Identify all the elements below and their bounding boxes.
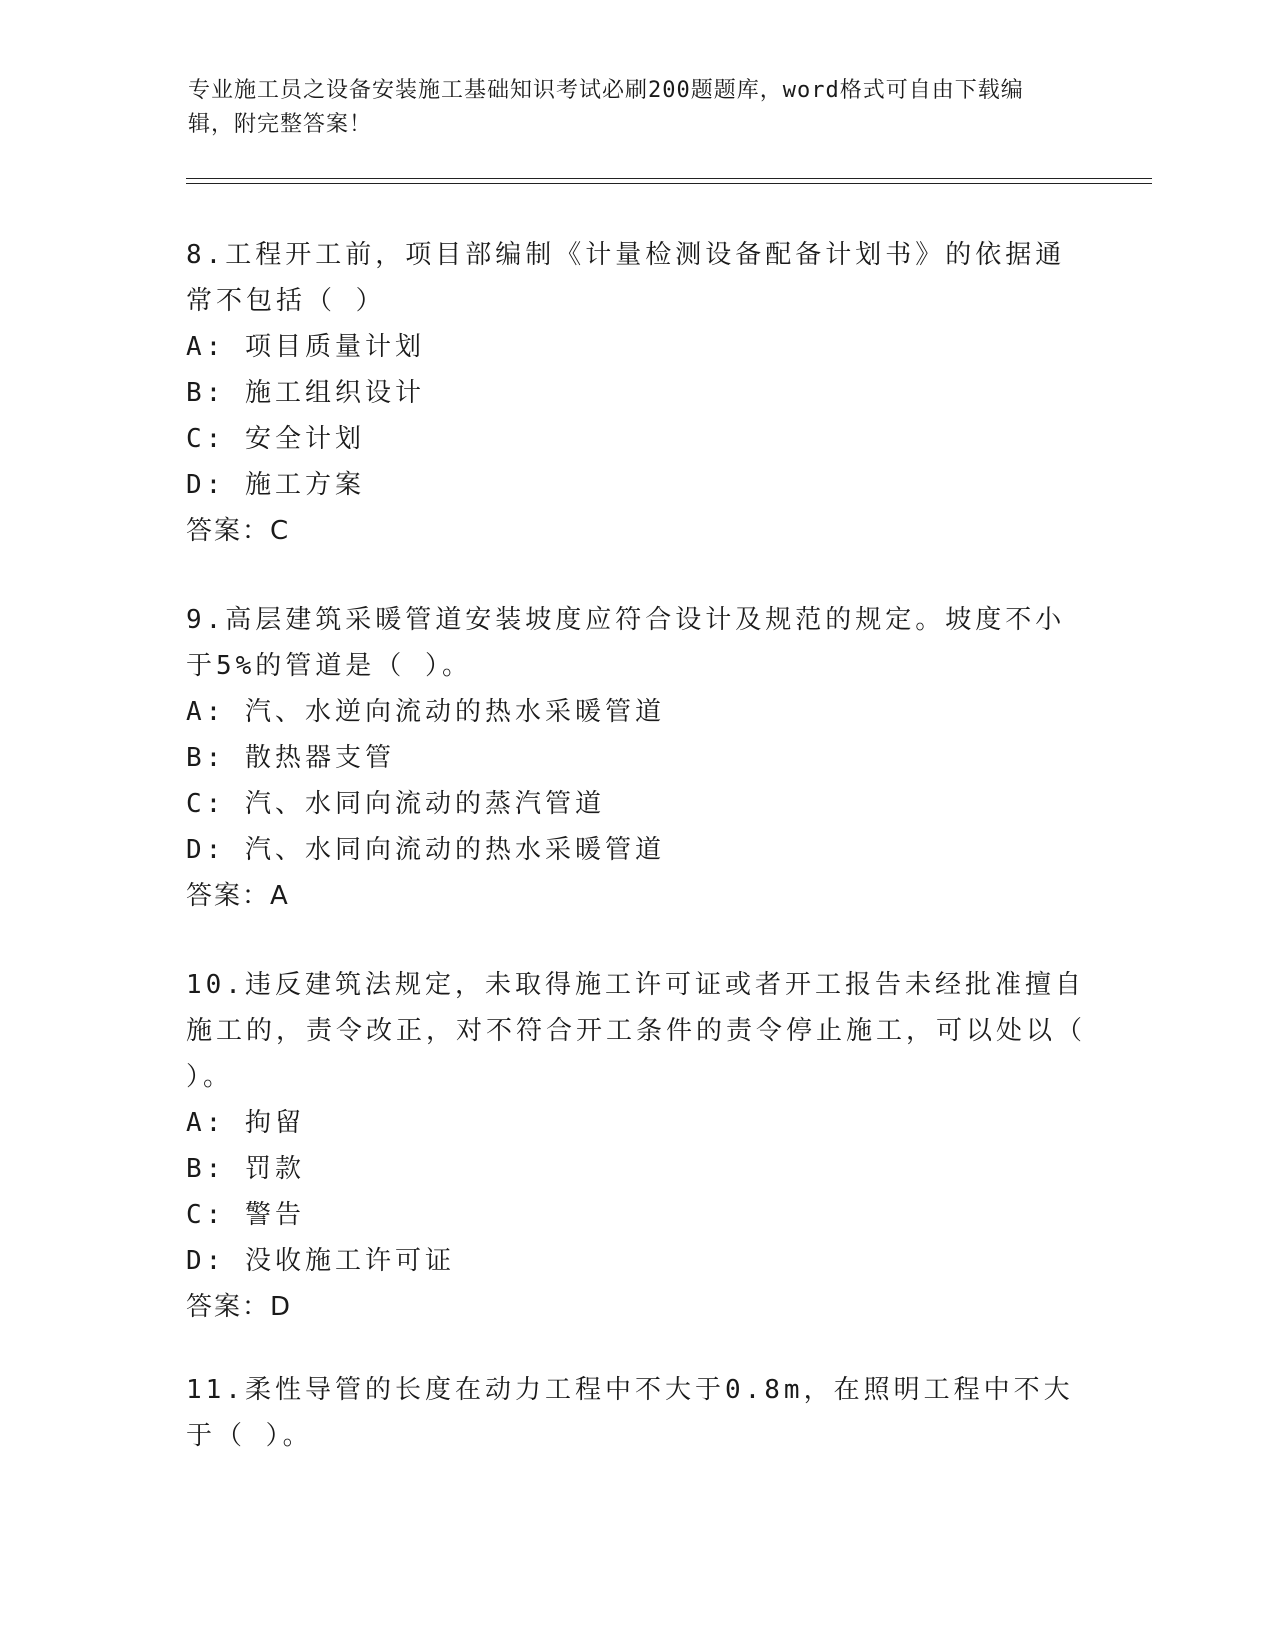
option-b: B: 罚款 bbox=[186, 1154, 305, 1184]
question-text: 8.工程开工前，项目部编制《计量检测设备配备计划书》的依据通常不包括（ ） bbox=[186, 240, 1066, 316]
document-header: 专业施工员之设备安装施工基础知识考试必刷200题题库，word格式可自由下载编辑，附完整答案！ bbox=[188, 78, 1024, 137]
option-b: B: 施工组织设计 bbox=[186, 378, 425, 408]
question-text: 11.柔性导管的长度在动力工程中不大于0.8m，在照明工程中不大于（ ）。 bbox=[186, 1375, 1074, 1451]
question-10 bbox=[186, 962, 1086, 1330]
option-a: A: 项目质量计划 bbox=[186, 332, 425, 362]
question-9 bbox=[186, 597, 1086, 919]
option-a: A: 拘留 bbox=[186, 1108, 305, 1138]
answer: 答案：D bbox=[186, 1292, 293, 1322]
option-d: D: 汽、水同向流动的热水采暖管道 bbox=[186, 835, 665, 865]
question-8 bbox=[186, 232, 1086, 554]
question-text: 10.违反建筑法规定，未取得施工许可证或者开工报告未经批准擅自施工的，责令改正，对不符合开工条件的责令停止施工，可以处以（ ）。 bbox=[186, 970, 1087, 1092]
header-divider-top bbox=[186, 178, 1152, 179]
answer: 答案：C bbox=[186, 516, 291, 546]
header-divider-bottom bbox=[186, 183, 1152, 184]
option-b: B: 散热器支管 bbox=[186, 743, 395, 773]
option-a: A: 汽、水逆向流动的热水采暖管道 bbox=[186, 697, 665, 727]
option-d: D: 施工方案 bbox=[186, 470, 365, 500]
option-c: C: 警告 bbox=[186, 1200, 305, 1230]
question-11 bbox=[186, 1367, 1086, 1459]
question-text: 9.高层建筑采暖管道安装坡度应符合设计及规范的规定。坡度不小于5%的管道是（ ）。 bbox=[186, 605, 1066, 681]
option-c: C: 安全计划 bbox=[186, 424, 365, 454]
option-d: D: 没收施工许可证 bbox=[186, 1246, 455, 1276]
option-c: C: 汽、水同向流动的蒸汽管道 bbox=[186, 789, 605, 819]
answer: 答案：A bbox=[186, 881, 290, 911]
